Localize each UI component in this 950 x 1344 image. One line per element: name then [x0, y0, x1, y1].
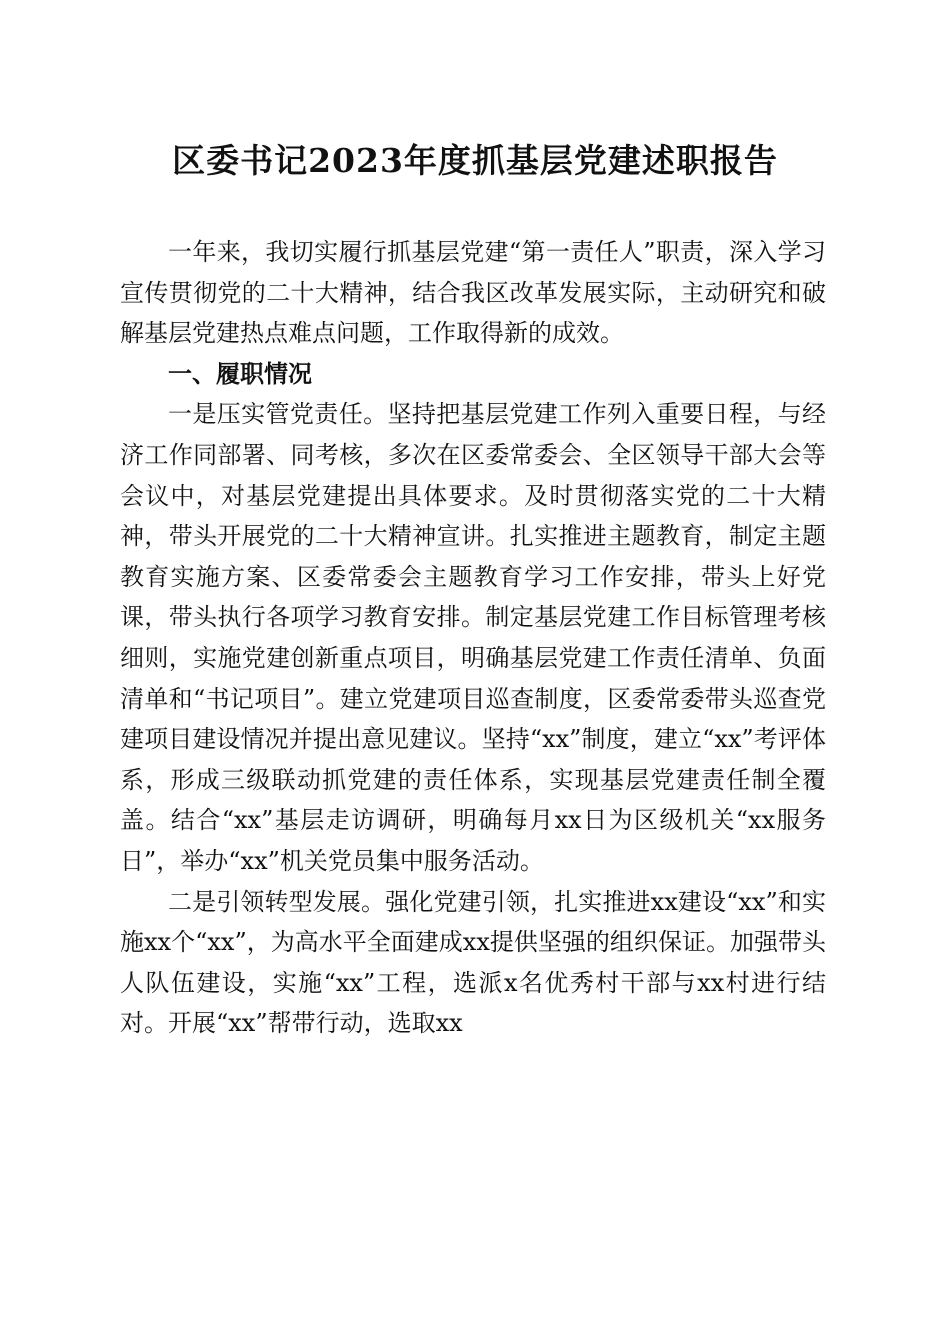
document-title: 区委书记2023年度抓基层党建述职报告	[172, 141, 778, 180]
document-body	[120, 232, 826, 1044]
paragraph-transformation-body: 强化党建引领，扎实推进xx建设“xx”和实施xx个“xx”，为高水平全面建成xx提供坚强的组织保证。加强带头人队伍建设，实施“xx”工程，选派x名优秀村干部与xx村进行结对。开展“xx”帮带行动，选取xx	[120, 887, 827, 1038]
intro-paragraph: 一年来，我切实履行抓基层党建“第一责任人”职责，深入学习宣传贯彻党的二十大精神，结合我区改革发展实际，主动研究和破解基层党建热点难点问题，工作取得新的成效。	[120, 238, 826, 348]
paragraph-responsibility	[120, 394, 826, 881]
paragraph-transformation-lead: 二是引领转型发展。	[168, 887, 386, 916]
paragraph-responsibility-body: 坚持把基层党建工作列入重要日程，与经济工作同部署、同考核，多次在区委常委会、全区领导干部大会等会议中，对基层党建提出具体要求。及时贯彻落实党的二十大精神，带头开展党的二十大精神宣讲。扎实推进主题教育，制定主题教育实施方案、区委常委会主题教育学习工作安排，带头上好党课，带头执行各项学习教育安排。制定基层党建工作目标管理考核细则，实施党建创新重点项目，明确基层党建工作责任清单、负面清单和“书记项目”。建立党建项目巡查制度，区委常委带头巡查党建项目建设情况并提出意见建议。坚持“xx”制度，建立“xx”考评体系，形成三级联动抓党建的责任体系，实现基层党建责任制全覆盖。结合“xx”基层走访调研，明确每月xx日为区级机关“xx服务日”，举办“xx”机关党员集中服务活动。	[120, 400, 827, 875]
paragraph-responsibility-lead: 一是压实管党责任。	[168, 400, 388, 429]
section-heading-performance: 一、履职情况	[168, 358, 312, 388]
paragraph-transformation	[120, 882, 826, 1044]
